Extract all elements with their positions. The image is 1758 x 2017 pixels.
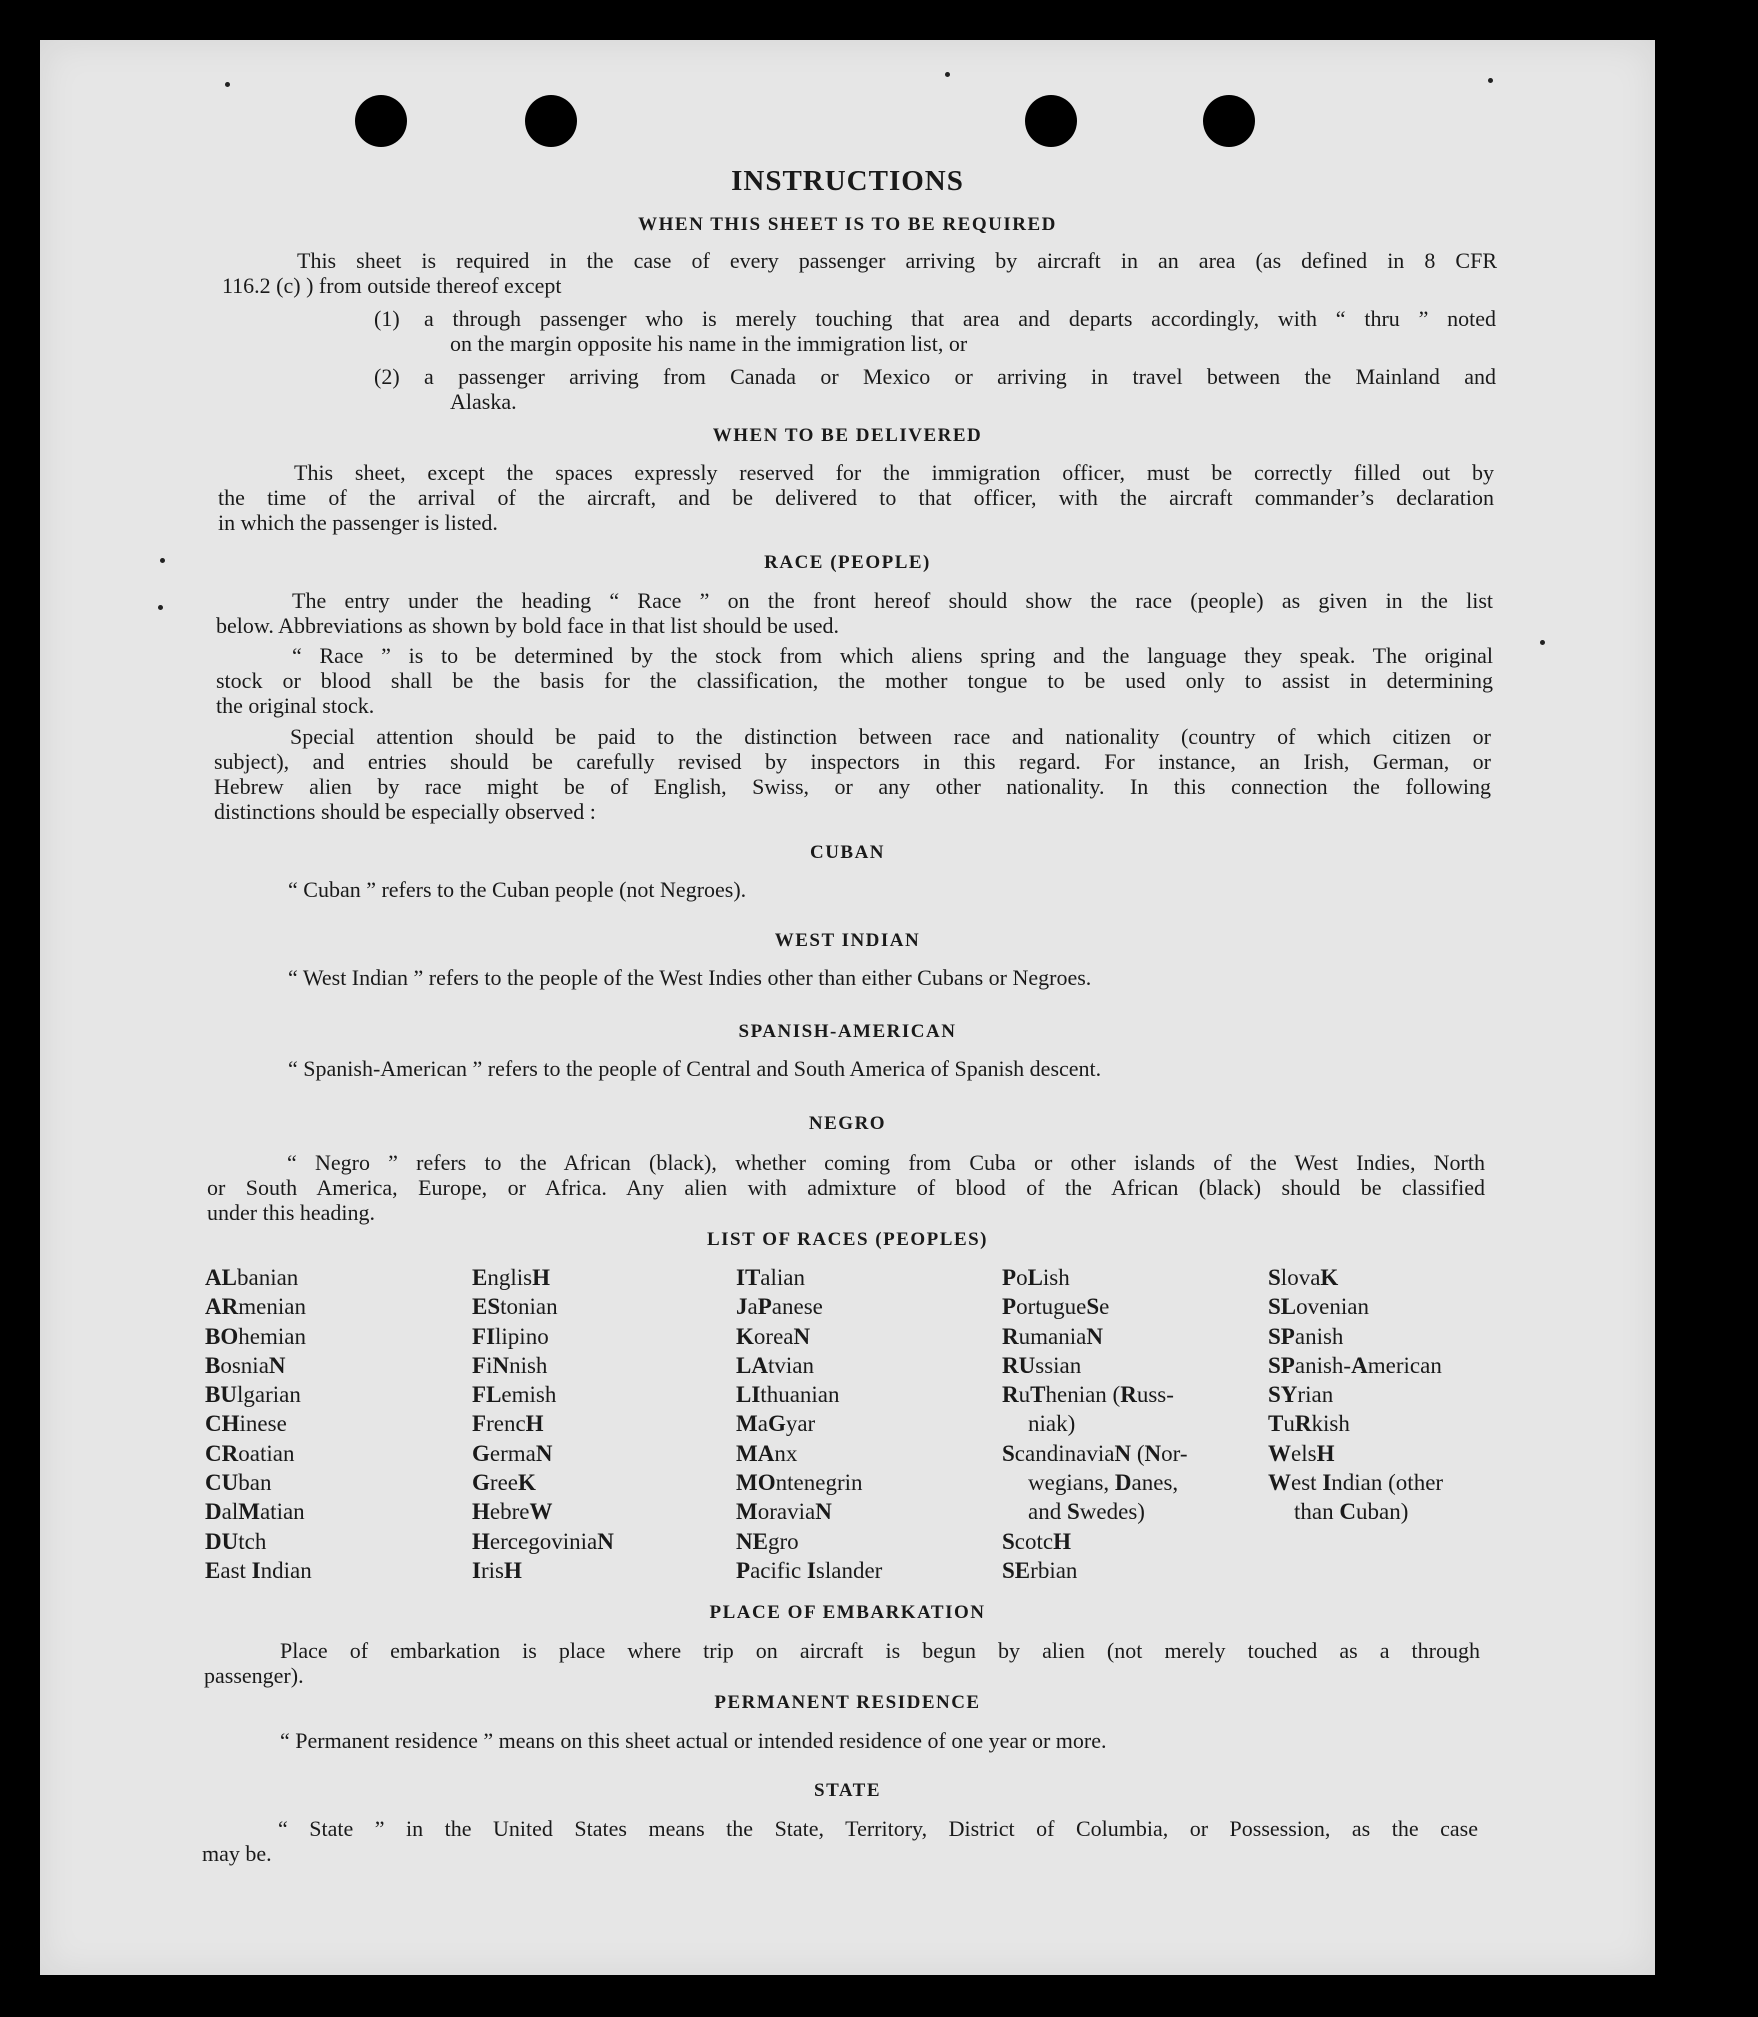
race-item: than Cuban) [1294, 1499, 1409, 1525]
race-item: RumaniaN [1002, 1323, 1103, 1349]
race-item: FrencH [472, 1411, 544, 1437]
race-item: JaPanese [736, 1294, 823, 1320]
race-item: IrisH [472, 1557, 522, 1583]
line: Place of embarkation is place where trip on aircraft is begun by alien (not merely touched as a through [280, 1638, 1480, 1663]
race-item: TuRkish [1268, 1411, 1350, 1437]
race-para-1 [216, 588, 1493, 638]
line: Hebrew alien by race might be of English, Swiss, or any other nationality. In this connection the following [214, 774, 1491, 799]
negro-text [207, 1150, 1485, 1225]
line: 116.2 (c) ) from outside thereof except [222, 273, 562, 298]
race-para-3 [214, 724, 1491, 824]
line: in which the passenger is listed. [218, 510, 498, 535]
line: passenger). [204, 1663, 304, 1688]
race-column-5 [1268, 1263, 1443, 1527]
cuban-text: “ Cuban ” refers to the Cuban people (not Negroes). [288, 877, 747, 902]
line: The entry under the heading “ Race ” on the front hereof should show the race (people) as given in the list [292, 588, 1493, 613]
race-item: GreeK [472, 1470, 536, 1496]
heading-race: RACE (PEOPLE) [764, 552, 931, 573]
race-item: HebreW [472, 1499, 553, 1525]
race-item: ARmenian [205, 1294, 306, 1320]
race-item: DalMatian [205, 1499, 305, 1525]
line: Special attention should be paid to the distinction between race and nationality (country of which citizen or [290, 724, 1491, 749]
race-item: ITalian [736, 1265, 806, 1290]
line: below. Abbreviations as shown by bold face in that list should be used. [216, 613, 840, 638]
race-item: FIlipino [472, 1323, 549, 1349]
heading-cuban: CUBAN [809, 842, 886, 863]
line: This sheet is required in the case of every passenger arriving by aircraft in an area (as defined in 8 CFR [297, 248, 1497, 273]
speck [158, 605, 163, 610]
race-item: MAnx [736, 1440, 798, 1466]
race-item: LIthuanian [736, 1382, 840, 1408]
item-number: (2) [374, 364, 400, 389]
line: or South America, Europe, or Africa. Any alien with admixture of blood of the African (black) should be classified [207, 1175, 1485, 1200]
speck [1540, 640, 1545, 645]
race-item: BosniaN [205, 1352, 286, 1378]
line: “ State ” in the United States means the State, Territory, District of Columbia, or Possession, as the case [278, 1816, 1478, 1841]
when-delivered-text [218, 460, 1494, 535]
line: on the margin opposite his name in the immigration list, or [450, 331, 968, 356]
heading-list-of-races: LIST OF RACES (PEOPLES) [706, 1229, 989, 1250]
race-item: SErbian [1002, 1557, 1078, 1583]
heading-when-delivered: WHEN TO BE DELIVERED [712, 425, 983, 446]
race-item: RUssian [1002, 1352, 1082, 1378]
race-item: HercegoviniaN [472, 1528, 614, 1554]
speck [945, 72, 950, 77]
race-item: and Swedes) [1028, 1499, 1145, 1525]
race-item: SPanish [1268, 1323, 1344, 1349]
heading-west-indian: WEST INDIAN [774, 930, 921, 951]
race-item: EnglisH [472, 1265, 550, 1290]
race-item: MaGyar [736, 1411, 816, 1437]
race-column-4 [1002, 1263, 1188, 1585]
line: a through passenger who is merely touching that area and departs accordingly, with “ thru ” noted [424, 306, 1496, 331]
west-indian-text: “ West Indian ” refers to the people of the West Indies other than either Cubans or Negroes. [288, 965, 1092, 990]
race-column-3 [736, 1263, 882, 1585]
when-required-item-1 [424, 306, 1496, 356]
race-item: EStonian [472, 1294, 558, 1320]
race-item: FiNnish [472, 1352, 548, 1378]
race-item: DUtch [205, 1528, 267, 1554]
heading-state: STATE [814, 1780, 881, 1801]
race-item: FLemish [472, 1382, 557, 1408]
line: subject), and entries should be carefully revised by inspectors in this regard. For instance, an Irish, German, or [214, 749, 1491, 774]
race-item: ScandinaviaN (Nor- [1002, 1440, 1188, 1466]
spanish-american-text: “ Spanish-American ” refers to the people of Central and South America of Spanish descent. [288, 1056, 1102, 1081]
race-column-1 [205, 1263, 312, 1585]
speck [225, 82, 230, 87]
embarkation-text [204, 1638, 1480, 1688]
race-item: West Indian (other [1268, 1470, 1444, 1496]
race-item: ScotcH [1002, 1528, 1072, 1554]
line: This sheet, except the spaces expressly reserved for the immigration officer, must be correctly filled out by [294, 460, 1494, 485]
race-item: NEgro [736, 1528, 799, 1554]
item-number: (1) [374, 306, 400, 331]
race-item: KoreaN [736, 1323, 811, 1349]
race-para-2 [216, 643, 1493, 718]
speck [1488, 78, 1493, 83]
heading-spanish-american: SPANISH-AMERICAN [738, 1021, 957, 1042]
race-item: SlovaK [1268, 1265, 1339, 1290]
line: stock or blood shall be the basis for the classification, the mother tongue to be used only to assist in determining [216, 668, 1493, 693]
punch-hole [1025, 95, 1077, 147]
line: under this heading. [207, 1200, 376, 1225]
race-item: CUban [205, 1470, 272, 1496]
race-item: niak) [1028, 1411, 1076, 1437]
race-item: PortugueSe [1002, 1294, 1110, 1320]
race-item: SLovenian [1268, 1294, 1369, 1320]
race-item: BOhemian [205, 1323, 306, 1349]
line: “ Negro ” refers to the African (black), whether coming from Cuba or other islands of the West Indies, North [287, 1150, 1485, 1175]
line: Alaska. [450, 389, 517, 414]
race-item: SPanish-American [1268, 1352, 1442, 1378]
line: a passenger arriving from Canada or Mexico or arriving in travel between the Mainland and [424, 364, 1496, 389]
line: “ Race ” is to be determined by the stock from which aliens spring and the language they speak. The original [292, 643, 1493, 668]
race-item: SYrian [1268, 1382, 1334, 1408]
race-item: wegians, Danes, [1028, 1470, 1179, 1496]
race-item: LAtvian [736, 1352, 814, 1378]
race-item: RuThenian (Russ- [1002, 1382, 1174, 1408]
race-item: PoLish [1002, 1265, 1070, 1290]
race-item: WelsH [1268, 1440, 1335, 1466]
heading-embarkation: PLACE OF EMBARKATION [709, 1602, 986, 1623]
race-item: MOntenegrin [736, 1470, 863, 1496]
residence-text: “ Permanent residence ” means on this sheet actual or intended residence of one year or more. [280, 1728, 1107, 1753]
line: distinctions should be especially observed : [214, 799, 596, 824]
race-item: CHinese [205, 1411, 287, 1437]
line: the time of the arrival of the aircraft, and be delivered to that officer, with the aircraft commander’s declaration [218, 485, 1494, 510]
when-required-item-2 [424, 364, 1496, 414]
heading-permanent-residence: PERMANENT RESIDENCE [714, 1692, 981, 1713]
race-item: MoraviaN [736, 1499, 832, 1525]
heading-when-required: WHEN THIS SHEET IS TO BE REQUIRED [638, 214, 1057, 235]
punch-hole [355, 95, 407, 147]
race-item: GermaN [472, 1440, 553, 1466]
state-text [202, 1816, 1478, 1866]
race-item: BUlgarian [205, 1382, 301, 1408]
race-item: CRoatian [205, 1440, 295, 1466]
heading-negro: NEGRO [808, 1113, 887, 1134]
punch-hole [1203, 95, 1255, 147]
when-required-intro [222, 248, 1497, 298]
line: may be. [202, 1841, 272, 1866]
race-item: East Indian [205, 1557, 312, 1583]
race-column-2 [472, 1263, 614, 1585]
line: the original stock. [216, 693, 375, 718]
race-item: ALbanian [205, 1265, 299, 1290]
race-item: Pacific Islander [736, 1557, 883, 1583]
punch-hole [525, 95, 577, 147]
page-title: INSTRUCTIONS [731, 165, 964, 197]
